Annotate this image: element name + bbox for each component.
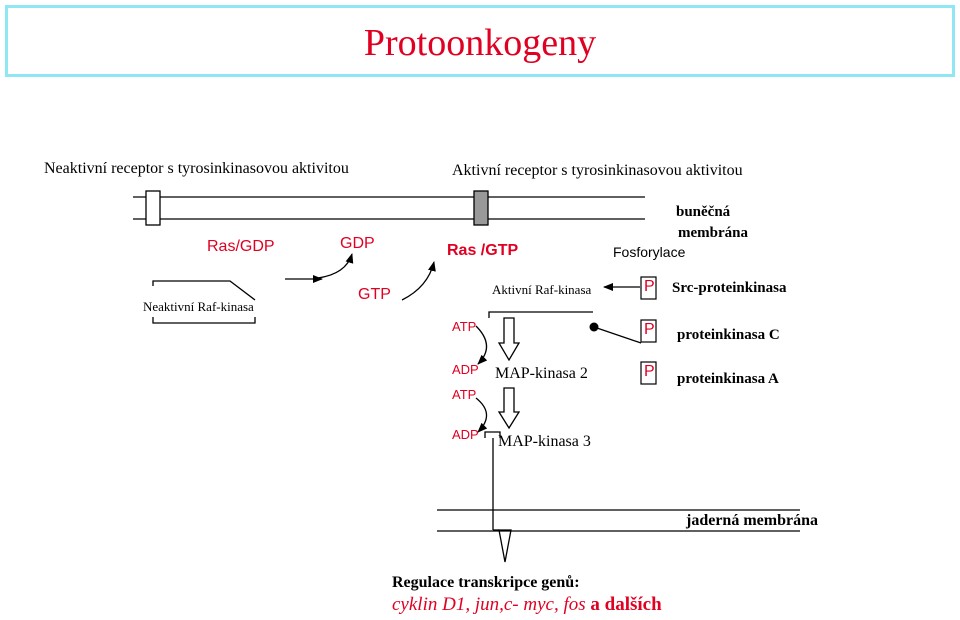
kinase-src-label: Src-proteinkinasa	[672, 280, 787, 296]
ras-gdp-label: Ras/GDP	[207, 238, 275, 255]
p-label-pkc: P	[644, 321, 655, 338]
kinase-pka-label: proteinkinasa A	[677, 371, 779, 387]
active-receptor-label: Aktivní receptor s tyrosinkinasovou aktivitou	[452, 162, 743, 179]
phosphorylation-label: Fosforylace	[613, 244, 686, 260]
kinase-pkc-label: proteinkinasa C	[677, 327, 780, 343]
gdp-label: GDP	[340, 235, 375, 252]
inactive-receptor	[146, 191, 160, 225]
p-label-src: P	[644, 278, 655, 295]
inactive-raf-label: Neaktivní Raf-kinasa	[143, 299, 254, 314]
adp-label-1: ADP	[452, 362, 479, 377]
active-raf-label: Aktivní Raf-kinasa	[492, 282, 592, 297]
gene-regulation-label: Regulace transkripce genů:	[392, 574, 580, 591]
adp-label-2: ADP	[452, 427, 479, 442]
atp-label-2: ATP	[452, 387, 477, 402]
atp-adp-arrow-1	[476, 326, 487, 364]
target-genes: cyklin D1, jun,c- myc, fos	[392, 594, 586, 615]
raf-to-map2-arrow	[499, 318, 519, 360]
map-kinase-2-label: MAP-kinasa 2	[495, 365, 588, 382]
signal-to-nucleus-arrowhead	[499, 530, 511, 562]
pkc-inhibition-dot	[590, 323, 599, 332]
active-raf-bracket	[489, 312, 593, 318]
p-label-pka: P	[644, 363, 655, 380]
inactive-raf-bracket	[153, 281, 255, 300]
page-title: Protoonkogeny	[363, 22, 597, 64]
cell-membrane	[133, 197, 645, 219]
gtp-binding-arrow	[402, 262, 434, 300]
target-genes-suffix: a dalších	[585, 594, 662, 615]
cell-membrane-label-1: buněčná	[676, 204, 731, 220]
map2-to-map3-arrow	[499, 388, 519, 428]
pkc-inhibition-line	[594, 327, 641, 343]
gtp-label: GTP	[358, 286, 391, 303]
inactive-raf-bracket-bottom	[153, 317, 255, 323]
nuclear-membrane-label: jaderná membrána	[686, 512, 818, 529]
cell-membrane-label-2: membrána	[678, 225, 748, 241]
gdp-release-arrow	[318, 254, 352, 278]
ras-gtp-label: Ras /GTP	[447, 242, 519, 259]
inactive-receptor-label: Neaktivní receptor s tyrosinkinasovou aktivitou	[44, 160, 349, 177]
atp-label-1: ATP	[452, 319, 477, 334]
target-genes-line	[392, 595, 662, 614]
active-receptor	[474, 191, 488, 225]
map-kinase-3-label: MAP-kinasa 3	[498, 433, 591, 450]
